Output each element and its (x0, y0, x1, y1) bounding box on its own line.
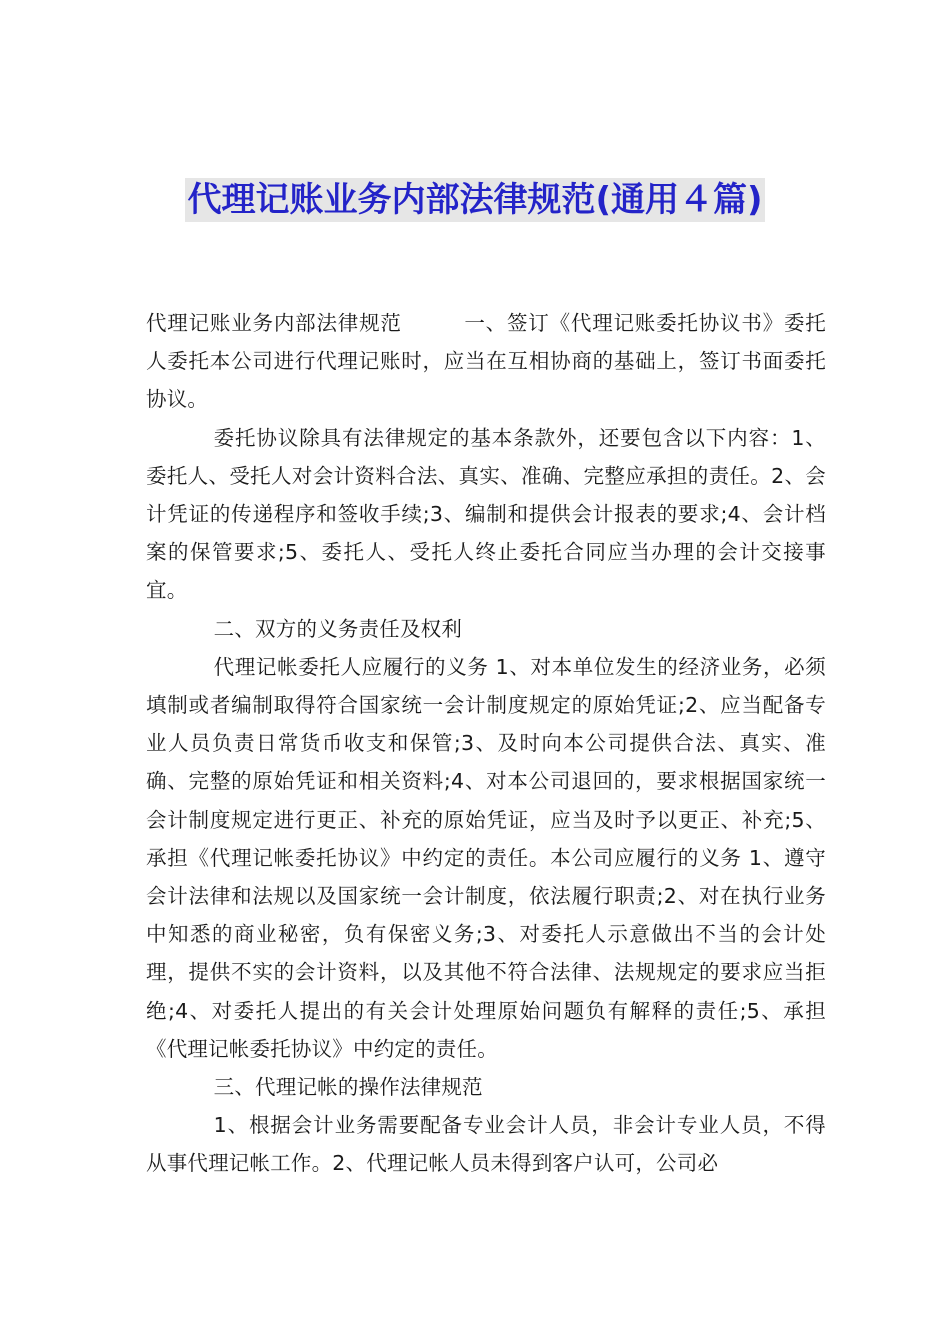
section-heading-operations: 三、代理记帐的操作法律规范 (213, 1075, 483, 1100)
paragraph-operations: 1、根据会计业务需要配备专业会计人员，非会计专业人员，不得从事代理记帐工作。2、代理记帐人员未得到客户认可，公司必 (146, 1113, 826, 1176)
paragraph-duties: 代理记帐委托人应履行的义务 1、对本单位发生的经济业务，必须填制或者编制取得符合国家统一会计制度规定的原始凭证;2、应当配备专业人员负责日常货币收支和保管;3、及时向本公司提供合法、真实、准确、完整的原始凭证和相关资料;4、对本公司退回的，要求根据国家统一会计制度规定进行更正、补充的原始凭证，应当及时予以更正、补充;5、承担《代理记帐委托协议》中约定的责任。本公司应履行的义务 1、遵守会计法律和法规以及国家统一会计制度，依法履行职责;2、对在执行业务中知悉的商业秘密，负有保密义务;3、对委托人示意做出不当的会计处理，提供不实的会计资料，以及其他不符合法律、法规规定的要求应当拒绝;4、对委托人提出的有关会计处理原始问题负有解释的责任;5、承担《代理记帐委托协议》中约定的责任。 (146, 654, 826, 1061)
paragraph-agreement-contents: 委托协议除具有法律规定的基本条款外，还要包含以下内容：1、委托人、受托人对会计资料合法、真实、准确、完整应承担的责任。2、会计凭证的传递程序和签收手续;3、编制和提供会计报表的要求;4、会计档案的保管要求;5、委托人、受托人终止委托合同应当办理的会计交接事宜。 (146, 425, 826, 603)
document-body (146, 304, 826, 1183)
paragraph-intro (146, 304, 826, 419)
section-heading-duties: 二、双方的义务责任及权利 (213, 616, 463, 641)
document-title-text: 代理记账业务内部法律规范(通用４篇) (187, 180, 763, 220)
document-title (0, 178, 950, 222)
intro-heading: 代理记账业务内部法律规范 (146, 311, 402, 335)
paragraph-intro-text: 一、签订《代理记账委托协议书》委托人委托本公司进行代理记账时，应当在互相协商的基础上，签订书面委托协议。 (146, 311, 826, 412)
